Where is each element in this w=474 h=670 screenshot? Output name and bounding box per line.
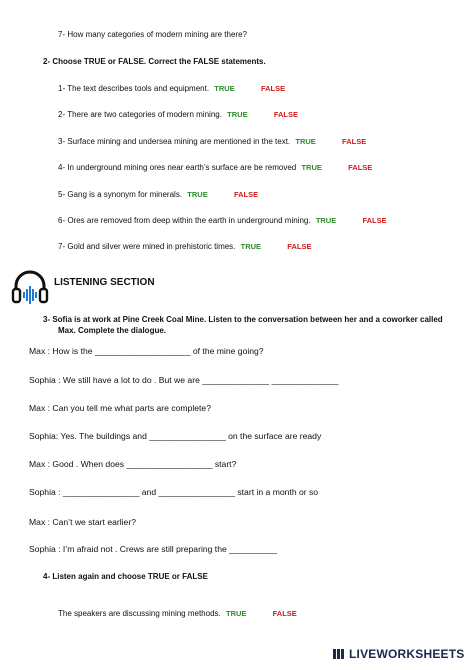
tf-statement: The speakers are discussing mining methods.: [58, 609, 221, 618]
dialogue-line-5[interactable]: Max : Good . When does __________________ start?: [29, 459, 237, 469]
true-option[interactable]: TRUE: [187, 190, 208, 199]
false-option[interactable]: FALSE: [272, 609, 297, 618]
false-option[interactable]: FALSE: [287, 242, 312, 251]
false-option[interactable]: FALSE: [348, 163, 373, 172]
tf-statement: 7- Gold and silver were mined in prehistoric times.: [58, 242, 236, 251]
tf-item-3: [58, 137, 366, 146]
tf-item-5: [58, 190, 258, 199]
q4-tf-item: [58, 609, 297, 618]
false-option[interactable]: FALSE: [342, 137, 367, 146]
dialogue-line-6[interactable]: Sophia : ________________ and ________________ start in a month or so: [29, 487, 319, 497]
true-option[interactable]: TRUE: [295, 137, 316, 146]
tf-item-1: [58, 84, 285, 93]
false-option[interactable]: FALSE: [273, 110, 298, 119]
true-option[interactable]: TRUE: [225, 609, 247, 618]
tf-statement: 1- The text describes tools and equipment.: [58, 84, 210, 93]
dialogue-line-8[interactable]: Sophia : I’m afraid not . Crews are still preparing the __________: [29, 544, 277, 554]
tf-statement: 2- There are two categories of modern mining.: [58, 110, 222, 119]
true-option[interactable]: TRUE: [315, 216, 337, 225]
tf-statement: 3- Surface mining and undersea mining are mentioned in the text.: [58, 137, 291, 146]
false-option[interactable]: FALSE: [260, 84, 286, 93]
false-option[interactable]: FALSE: [362, 216, 387, 225]
tf-item-4: [58, 163, 372, 172]
question-4-heading: 4- Listen again and choose TRUE or FALSE: [43, 572, 208, 581]
question-3-heading-line1: 3- Sofia is at work at Pine Creek Coal Mine. Listen to the conversation between her and a coworker called: [43, 315, 443, 324]
question-3-heading-line2: Max. Complete the dialogue.: [58, 326, 167, 335]
liveworksheets-brand-text: LIVEWORKSHEETS: [349, 647, 465, 661]
dialogue-line-7: Max : Can’t we start earlier?: [29, 517, 136, 527]
question-7-text: 7- How many categories of modern mining are there?: [58, 30, 247, 39]
dialogue-line-2[interactable]: Sophia : We still have a lot to do . But we are ______________ ______________: [29, 375, 339, 385]
tf-statement: 4- In underground mining ores near earth’s surface are be removed: [58, 163, 297, 172]
tf-item-7: [58, 242, 311, 251]
tf-item-6: [58, 216, 387, 225]
dialogue-line-3: Max : Can you tell me what parts are complete?: [29, 403, 211, 413]
true-option[interactable]: TRUE: [240, 242, 262, 251]
dialogue-line-1[interactable]: Max : How is the ____________________ of the mine going?: [29, 346, 264, 356]
section-2-heading: 2- Choose TRUE or FALSE. Correct the FALSE statements.: [43, 57, 266, 66]
true-option[interactable]: TRUE: [214, 84, 235, 93]
tf-item-2: [58, 110, 298, 119]
liveworksheets-logo: [332, 645, 464, 663]
dialogue-line-4[interactable]: Sophia: Yes. The buildings and ________________ on the surface are ready: [29, 431, 322, 441]
listening-section-title: LISTENING SECTION: [54, 277, 155, 288]
headphones-icon: [10, 270, 50, 306]
tf-statement: 6- Ores are removed from deep within the earth in underground mining.: [58, 216, 311, 225]
true-option[interactable]: TRUE: [301, 163, 322, 172]
liveworksheets-mark-icon: [332, 647, 346, 661]
true-option[interactable]: TRUE: [227, 110, 248, 119]
tf-statement: 5- Gang is a synonym for minerals.: [58, 190, 183, 199]
false-option[interactable]: FALSE: [233, 190, 259, 199]
